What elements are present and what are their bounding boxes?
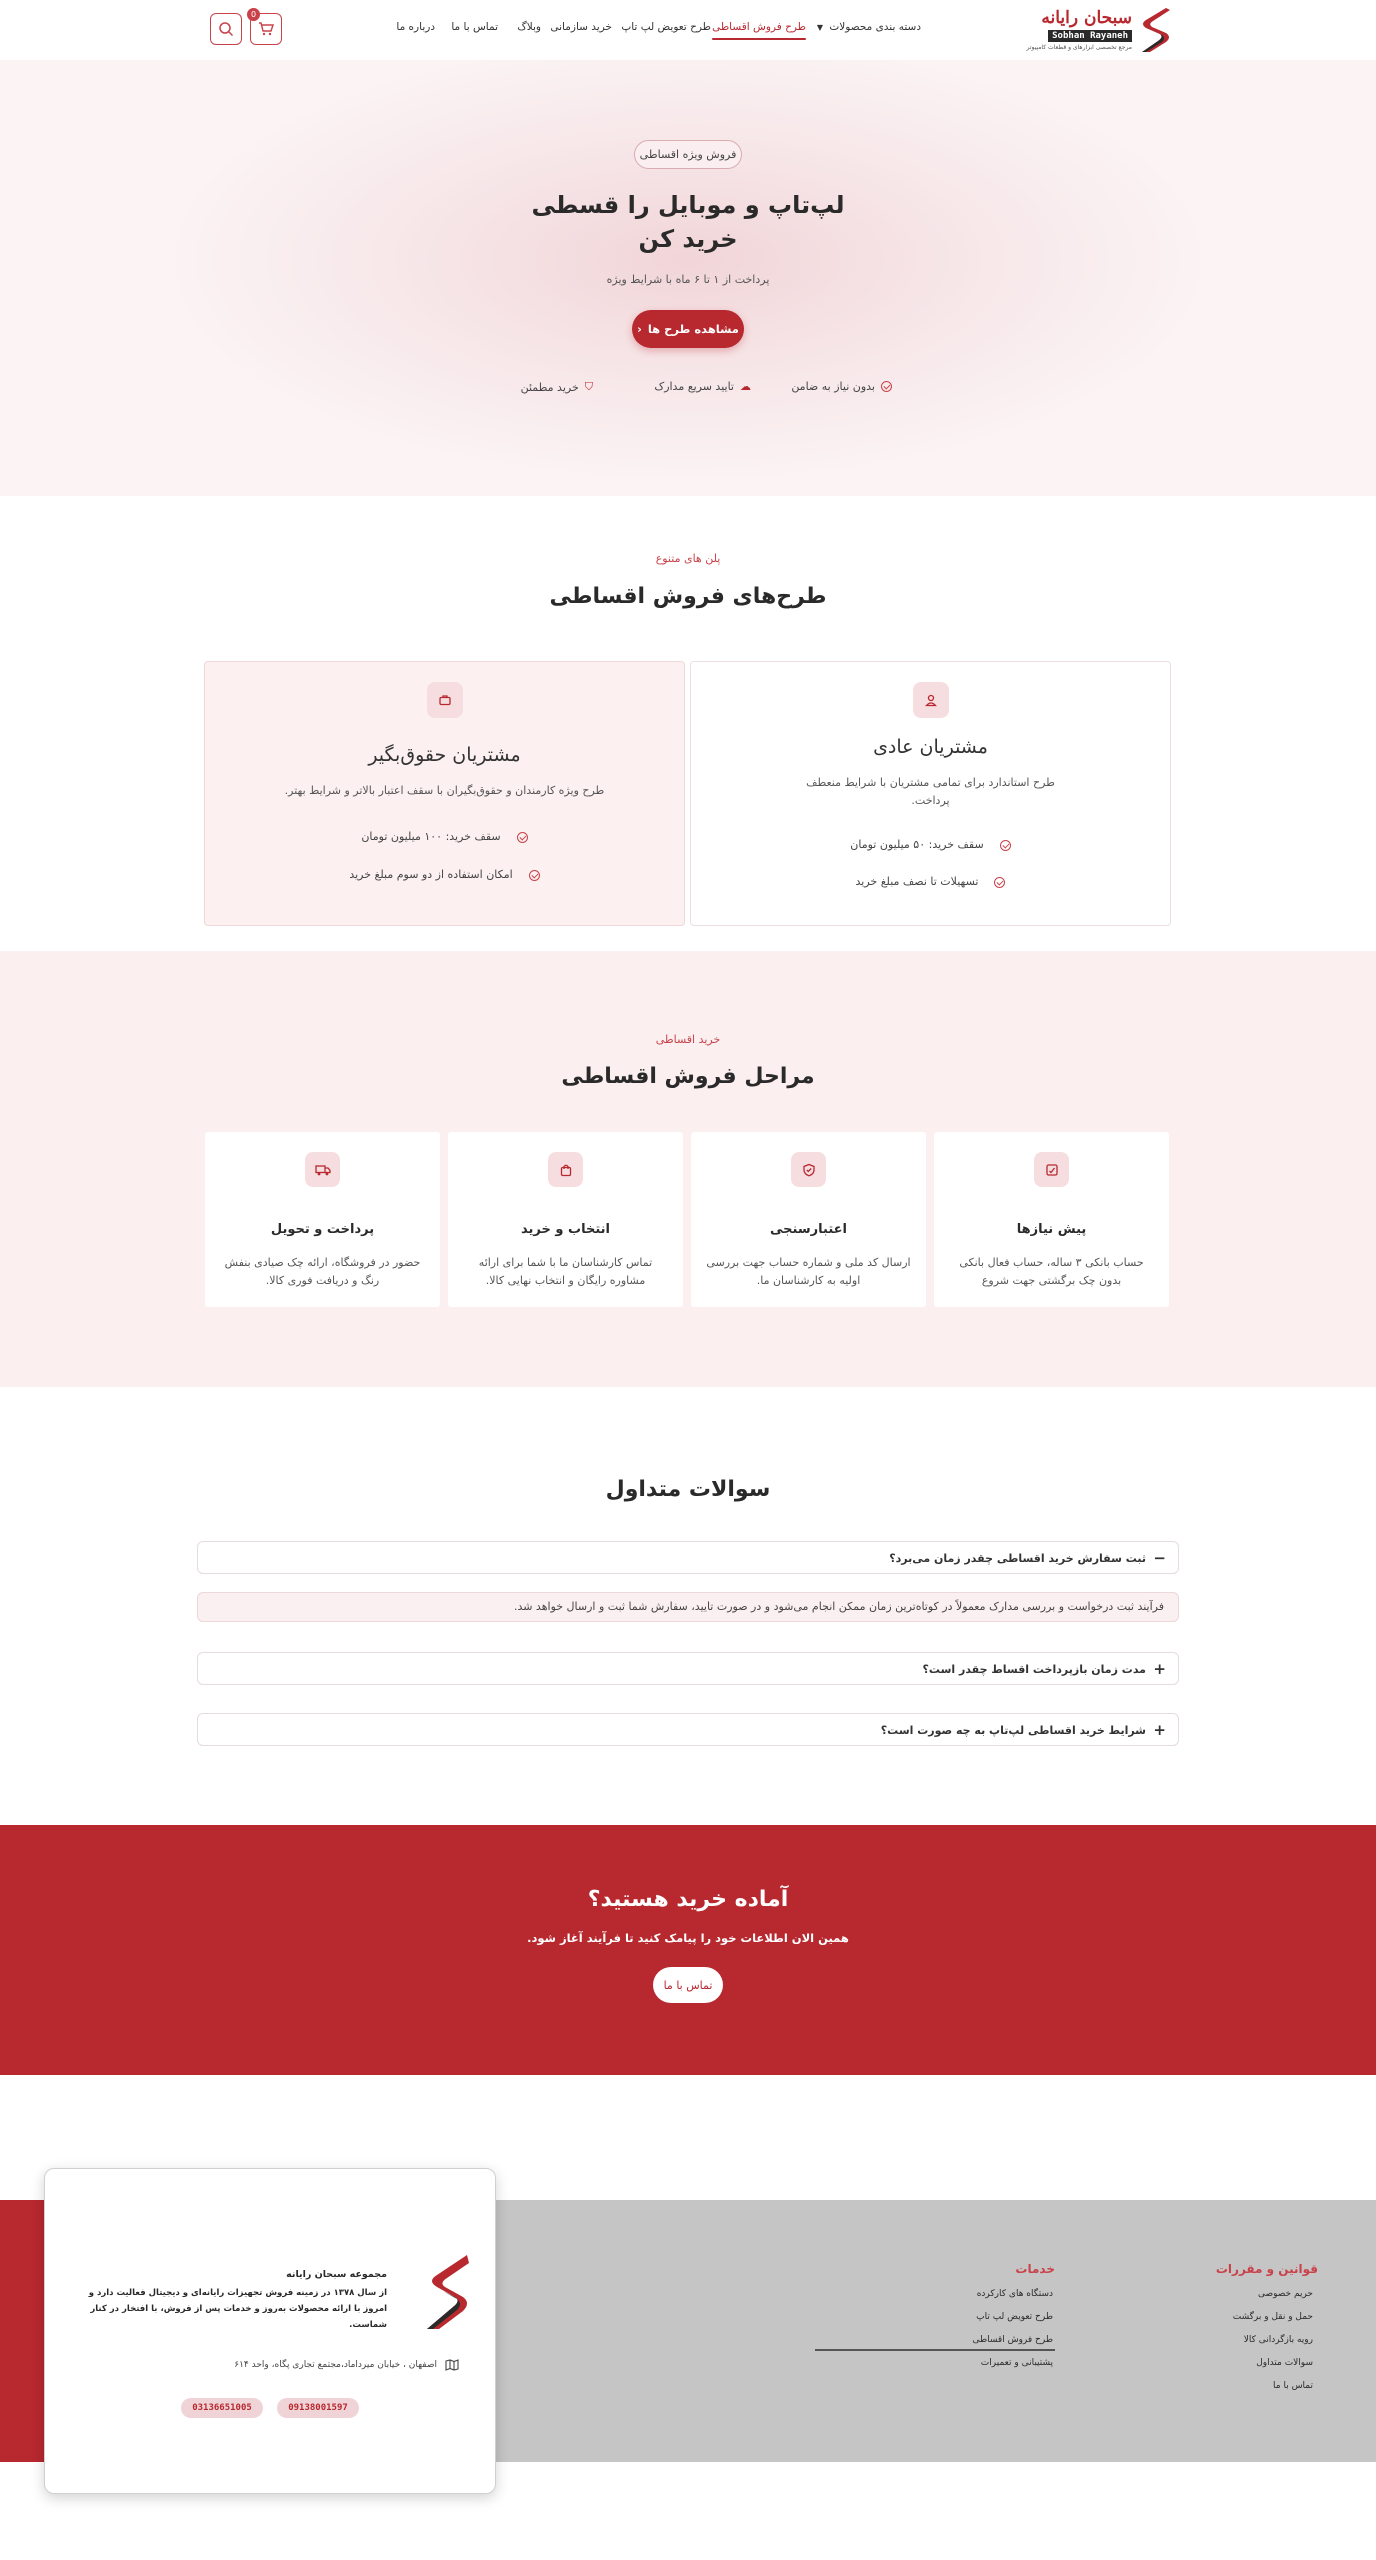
- shield-check-icon: [791, 1152, 826, 1187]
- logo-mark-icon: [423, 2253, 471, 2331]
- faq-answer-text: فرآیند ثبت درخواست و بررسی مدارک معمولاً در کوتاه‌ترین زمان ممکن انجام می‌شود و در صورت تایید، سفارش شما ثبت و ارسال خواهد شد.: [513, 1600, 1164, 1613]
- shopping-bag-icon: [548, 1152, 583, 1187]
- plan-feature-label: سقف خرید: ۱۰۰ میلیون تومان: [361, 830, 501, 843]
- step-card-prerequisites: [934, 1132, 1169, 1307]
- footer-link-laptop-exchange[interactable]: طرح تعویض لپ تاپ: [976, 2312, 1053, 2322]
- expand-icon: +: [1153, 1660, 1166, 1678]
- faq-question: شرایط خرید اقساطی لپ‌تاپ به چه صورت است؟: [880, 1723, 1146, 1737]
- truck-icon: [305, 1152, 340, 1187]
- faq-item-laptop-conditions[interactable]: [197, 1713, 1179, 1746]
- plan-card-salaried: [204, 661, 685, 926]
- footer-address-text: اصفهان ، خیابان میرداماد،مجتمع تجاری پگاه، واحد ۶۱۴: [234, 2360, 437, 2370]
- feature-secure-purchase: [521, 380, 593, 394]
- logo-latin: Sobhan Rayaneh: [1048, 30, 1132, 42]
- nav-blog[interactable]: وبلاگ: [517, 21, 541, 33]
- nav-laptop-exchange[interactable]: طرح تعویض لپ تاپ: [621, 21, 711, 33]
- step-title: پیش نیازها: [1016, 1222, 1087, 1237]
- cart-button[interactable]: [250, 10, 282, 45]
- plans-eyebrow: پلن های متنوع: [655, 552, 721, 565]
- plan-feature: [205, 868, 684, 881]
- hero-section: [0, 60, 1376, 496]
- plan-description: طرح ویژه کارمندان و حقوق‌بگیران با سقف اعتبار بالاتر و شرایط بهتر.: [284, 784, 605, 797]
- plan-card-normal: [690, 661, 1171, 926]
- footer-company-description: از سال ۱۳۷۸ در زمینه فروش تجهیزات رایانه‌ای و دیجیتال فعالیت دارد و امروز با ارائه محصولات به‌روز و خدمات پس از فروش، با افتخار در کنار شماست.: [88, 2288, 387, 2330]
- cart-icon: [258, 21, 274, 37]
- faq-title: سوالات متداول: [605, 1477, 771, 1502]
- footer-company-title: مجموعه سبحان رایانه: [286, 2269, 387, 2280]
- site-header: [0, 0, 1376, 60]
- step-description: ارسال کد ملی و شماره حساب جهت بررسی اولیه به کارشناسان ما.: [706, 1256, 911, 1287]
- footer-phone-mobile[interactable]: 09138001597: [277, 2398, 359, 2418]
- footer-link-contact[interactable]: تماس با ما: [1273, 2381, 1313, 2391]
- nav-contact[interactable]: تماس با ما: [451, 21, 498, 33]
- footer-phone-landline[interactable]: 03136651005: [181, 2398, 263, 2418]
- chevron-left-icon: ‹: [637, 322, 642, 336]
- user-icon: [913, 682, 949, 718]
- plan-title: مشتریان عادی: [873, 736, 988, 758]
- search-icon: [218, 21, 234, 37]
- collapse-icon: −: [1153, 1549, 1166, 1567]
- footer-link-shipping[interactable]: حمل و نقل و برگشت: [1232, 2312, 1313, 2322]
- feature-label: بدون نیاز به ضامن: [791, 380, 875, 393]
- logo-mark-icon: [1136, 6, 1172, 54]
- footer-link-returns[interactable]: رویه بازگردانی کالا: [1243, 2335, 1313, 2345]
- check-circle-icon: [994, 877, 1005, 888]
- step-title: انتخاب و خرید: [521, 1222, 610, 1237]
- footer-link-support[interactable]: پشتیبانی و تعمیرات: [980, 2358, 1053, 2368]
- hero-title-line1: لپ‌تاپ و موبایل را قسطی: [531, 191, 845, 219]
- faq-answer: [197, 1592, 1179, 1622]
- step-card-credit-check: [691, 1132, 926, 1307]
- plan-feature-label: امکان استفاده از دو سوم مبلغ خرید: [349, 868, 513, 881]
- cta-title: آماده خرید هستید؟: [587, 1887, 789, 1912]
- feature-fast-approval: [654, 380, 751, 393]
- plan-feature: [205, 830, 684, 843]
- footer-link-underline: [815, 2349, 1055, 2351]
- nav-categories[interactable]: [817, 21, 921, 33]
- logo-title: سبحان رایانه: [1041, 8, 1132, 28]
- hero-badge: فروش ویژه اقساطی: [634, 140, 742, 169]
- plan-feature-label: تسهیلات تا نصف مبلغ خرید: [855, 875, 979, 888]
- footer-services-title: خدمات: [1015, 2262, 1055, 2276]
- plans-title: طرح‌های فروش اقساطی: [549, 584, 827, 609]
- hero-title: [488, 188, 888, 256]
- step-description: تماس کارشناسان ما با شما برای ارائه مشاوره رایگان و انتخاب نهایی کالا.: [478, 1256, 653, 1287]
- contact-us-button[interactable]: تماس با ما: [653, 1967, 723, 2003]
- nav-installment[interactable]: طرح فروش اقساطی: [712, 21, 806, 33]
- cart-count-badge: 0: [247, 8, 260, 21]
- plan-feature: [691, 838, 1170, 851]
- site-logo[interactable]: [1026, 6, 1172, 54]
- footer-link-faq[interactable]: سوالات متداول: [1256, 2358, 1313, 2368]
- view-plans-label: مشاهده طرح ها: [647, 322, 739, 336]
- expand-icon: +: [1153, 1721, 1166, 1739]
- map-icon: [445, 2359, 459, 2371]
- plan-title: مشتریان حقوق‌بگیر: [368, 744, 521, 766]
- steps-eyebrow: خرید اقساطی: [655, 1033, 721, 1046]
- check-circle-icon: [517, 832, 528, 843]
- chevron-down-icon: ▼: [816, 23, 824, 32]
- footer-laws-title: قوانین و مقررات: [1215, 2262, 1318, 2276]
- step-title: پرداخت و تحویل: [270, 1222, 375, 1237]
- check-circle-icon: [1000, 840, 1011, 851]
- hero-subtitle: پرداخت از ۱ تا ۶ ماه با شرایط ویژه: [606, 273, 770, 286]
- faq-item-order-time[interactable]: [197, 1541, 1179, 1574]
- briefcase-icon: [427, 682, 463, 718]
- nav-categories-label: دسته بندی محصولات: [829, 21, 921, 33]
- search-button[interactable]: [210, 13, 242, 45]
- feature-label: تایید سریع مدارک: [654, 380, 734, 393]
- nav-about[interactable]: درباره ما: [396, 21, 435, 33]
- footer-address: [234, 2359, 459, 2371]
- step-card-delivery: [205, 1132, 440, 1307]
- footer-about-card: [44, 2168, 496, 2494]
- nav-corporate[interactable]: خرید سازمانی: [550, 21, 612, 33]
- footer-link-privacy[interactable]: حریم خصوصی: [1257, 2289, 1313, 2299]
- cta-subtitle: همین الان اطلاعات خود را پیامک کنید تا فرآیند آغاز شود.: [527, 1931, 849, 1945]
- shield-icon: ⛉: [584, 380, 593, 393]
- view-plans-button[interactable]: [632, 310, 744, 348]
- plan-feature-label: سقف خرید: ۵۰ میلیون تومان: [850, 838, 984, 851]
- step-description: حساب بانکی ۳ ساله، حساب فعال بانکی بدون چک برگشتی جهت شروع: [959, 1256, 1144, 1287]
- step-title: اعتبارسنجی: [770, 1222, 847, 1237]
- step-card-selection: [448, 1132, 683, 1307]
- faq-question: ثبت سفارش خرید اقساطی چقدر زمان می‌برد؟: [889, 1551, 1146, 1565]
- logo-tagline: مرجع تخصصی ابزارهای و قطعات کامپیوتر: [1026, 44, 1132, 51]
- checklist-icon: [1034, 1152, 1069, 1187]
- feature-label: خرید مطمئن: [520, 380, 579, 394]
- check-circle-icon: [529, 870, 540, 881]
- footer-link-installment[interactable]: طرح فروش اقساطی: [972, 2335, 1053, 2345]
- feature-no-guarantor: [791, 380, 892, 393]
- cloud-check-icon: ☁: [740, 380, 751, 393]
- faq-question: مدت زمان بازپرداخت اقساط چقدر است؟: [922, 1662, 1146, 1676]
- plan-description: طرح استاندارد برای تمامی مشتریان با شرایط منعطف پرداخت.: [806, 776, 1055, 807]
- hero-title-line2: خرید کن: [638, 225, 738, 253]
- check-circle-icon: [881, 381, 892, 392]
- footer-link-used-devices[interactable]: دستگاه های کارکرده: [976, 2289, 1053, 2299]
- plan-feature: [691, 875, 1170, 888]
- steps-title: مراحل فروش اقساطی: [561, 1064, 815, 1089]
- step-description: حضور در فروشگاه، ارائه چک صیادی بنفش رنگ و دریافت فوری کالا.: [224, 1256, 421, 1287]
- faq-item-repayment-period[interactable]: [197, 1652, 1179, 1685]
- cta-section: [0, 1825, 1376, 2075]
